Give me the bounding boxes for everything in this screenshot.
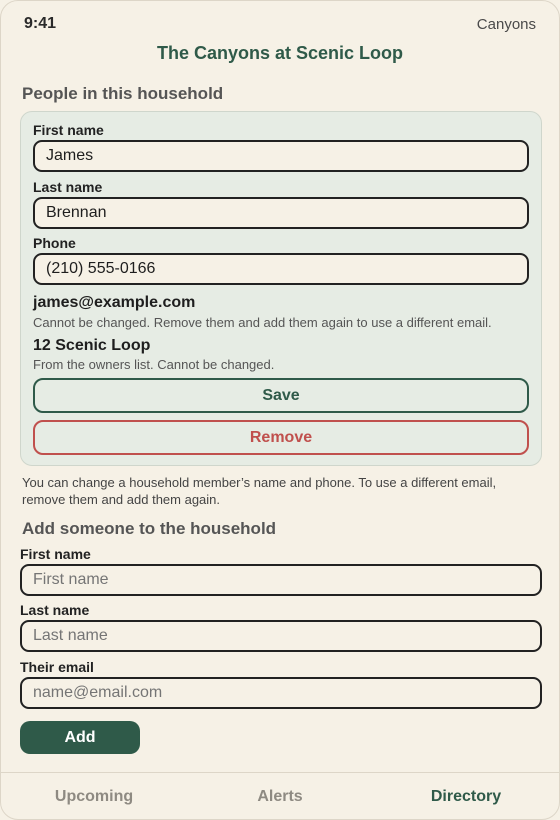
member-email: james@example.com [33, 294, 196, 311]
tab-upcoming[interactable]: Upcoming [54, 787, 134, 805]
add-last-name-label: Last name [20, 602, 90, 618]
remove-button[interactable]: Remove [33, 420, 529, 455]
member-email-note: Cannot be changed. Remove them and add them again to use a different email. [33, 315, 492, 330]
member-phone-input[interactable]: (210) 555-0166 [33, 253, 529, 285]
member-first-name-label: First name [33, 122, 104, 138]
member-phone-label: Phone [33, 235, 76, 251]
member-address-note: From the owners list. Cannot be changed. [33, 357, 275, 372]
page-title: The Canyons at Scenic Loop [156, 43, 404, 63]
status-community: Canyons [476, 15, 536, 33]
member-address: 12 Scenic Loop [33, 337, 151, 354]
member-last-name-label: Last name [33, 179, 103, 195]
household-help-text: You can change a household member’s name and phone. To use a different email, remove them and add them again. [22, 475, 497, 507]
add-button[interactable]: Add [20, 721, 140, 754]
add-first-name-input[interactable] [20, 564, 542, 596]
add-email-input[interactable] [20, 677, 542, 709]
add-email-label: Their email [20, 659, 94, 675]
member-last-name-input[interactable]: Brennan [33, 197, 529, 229]
member-first-name-input[interactable]: James [33, 140, 529, 172]
household-member-card [20, 111, 542, 466]
add-member-heading: Add someone to the household [22, 519, 277, 538]
add-first-name-label: First name [20, 546, 91, 562]
save-button[interactable]: Save [33, 378, 529, 413]
tab-directory[interactable]: Directory [430, 787, 502, 805]
add-last-name-input[interactable] [20, 620, 542, 652]
tab-bar [1, 772, 559, 820]
status-time: 9:41 [24, 15, 57, 32]
tab-alerts[interactable]: Alerts [257, 787, 303, 805]
household-heading: People in this household [22, 84, 224, 103]
status-bar [24, 15, 536, 33]
